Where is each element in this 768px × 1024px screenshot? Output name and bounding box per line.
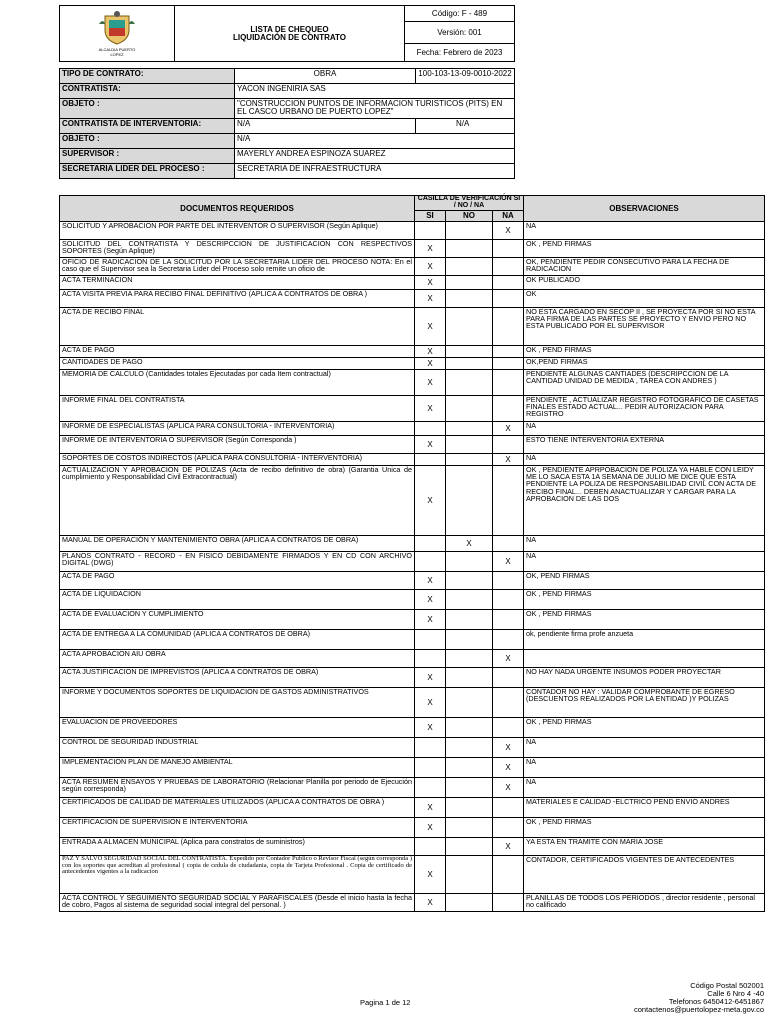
row-observation: CONTADOR, CERTIFICADOS VIGENTES DE ANTECEDENTES	[524, 856, 765, 894]
row-document: OFICIO DE RADICACION DE LA SOLICITUD POR LA SECRETARIA LIDER DEL PROCESO NOTA: En el caso que el Supervisor sea la Secretaria Lider del Proceso solo remite un oficio de	[60, 258, 415, 276]
row-no-mark	[446, 610, 493, 630]
table-row	[60, 818, 765, 838]
row-si-mark: X	[415, 466, 446, 536]
row-si-mark	[415, 552, 446, 572]
document-header	[59, 5, 515, 62]
row-na-mark	[493, 370, 524, 396]
row-na-mark	[493, 258, 524, 276]
table-row	[60, 290, 765, 308]
row-si-mark: X	[415, 396, 446, 422]
row-si-mark	[415, 630, 446, 650]
row-si-mark: X	[415, 590, 446, 610]
row-document: SOLICITUD DEL CONTRATISTA Y DESCRIPCCION DE JUSTIFICACION CON RESPECTIVOS SOPORTES (Según Aplique)	[60, 240, 415, 258]
row-observation: OK PUBLICADO	[524, 276, 765, 290]
table-row	[60, 738, 765, 758]
row-si-mark: X	[415, 370, 446, 396]
table-row	[60, 778, 765, 798]
row-document: CONTROL DE SEGURIDAD INDUSTRIAL	[60, 738, 415, 758]
table-row	[60, 630, 765, 650]
row-no-mark	[446, 590, 493, 610]
row-no-mark	[446, 718, 493, 738]
row-observation: OK , PEND FIRMAS	[524, 590, 765, 610]
row-observation: PENDIENTE ALGUNAS CANTIADES (DESCRIPCCION DE LA CANTIDAD UNIDAD DE MEDIDA , TAREA CON ANDRES )	[524, 370, 765, 396]
row-na-mark	[493, 396, 524, 422]
row-na-mark	[493, 290, 524, 308]
row-no-mark	[446, 856, 493, 894]
row-si-mark: X	[415, 572, 446, 590]
doc-title: LISTA DE CHEQUEO	[250, 24, 329, 34]
row-document: ACTA DE LIQUIDACION	[60, 590, 415, 610]
checklist-table	[59, 195, 765, 912]
row-no-mark	[446, 688, 493, 718]
postal-code: Código Postal 502001	[690, 981, 764, 990]
objeto-label: OBJETO :	[60, 99, 235, 119]
row-na-mark: X	[493, 222, 524, 240]
row-si-mark	[415, 222, 446, 240]
row-document: ACTA DE PAGO	[60, 346, 415, 358]
row-document: INFORME DE ESPECIALISTAS (APLICA PARA CONSULTORIA - INTERVENTORIA)	[60, 422, 415, 436]
row-si-mark	[415, 536, 446, 552]
row-document: PAZ Y SALVO SEGURIDAD SOCIAL DEL CONTRATISTA. Expedido por Contador Publico o Revisor Fiscal (según corresponda ) con los soportes que acreditan al profesional ( copia de cedula de ciudadania, copia de Tarjeta Profesional . Copia de certificado de antecedentes vigentes a la radicacion	[60, 856, 415, 894]
row-si-mark: X	[415, 358, 446, 370]
row-na-mark: X	[493, 422, 524, 436]
table-row	[60, 650, 765, 668]
row-no-mark	[446, 630, 493, 650]
row-no-mark	[446, 838, 493, 856]
row-no-mark: X	[446, 536, 493, 552]
version-cell: Versión: 001	[405, 22, 515, 44]
row-document: ACTA DE RECIBO FINAL	[60, 308, 415, 346]
contract-number: 100-103-13-09-0010-2022	[416, 69, 515, 84]
phones: Telefonos 6450412-6451867	[668, 996, 764, 1006]
interventoria-extra: N/A	[416, 118, 515, 133]
table-row	[60, 668, 765, 688]
row-observation: ok, pendiente firma profe anzueta	[524, 630, 765, 650]
supervisor-label: SUPERVISOR :	[60, 148, 235, 163]
row-no-mark	[446, 650, 493, 668]
table-row	[60, 370, 765, 396]
row-no-mark	[446, 894, 493, 912]
row-na-mark	[493, 436, 524, 454]
table-row	[60, 276, 765, 290]
date-cell: Fecha: Febrero de 2023	[405, 44, 515, 62]
row-no-mark	[446, 454, 493, 466]
row-observation: OK, PENDIENTE PEDIR CONSECUTIVO PARA LA FECHA DE RADICACION	[524, 258, 765, 276]
row-si-mark: X	[415, 290, 446, 308]
col-header-verification: CASILLA DE VERIFICACIÓN SI / NO / NA	[415, 196, 524, 211]
row-no-mark	[446, 396, 493, 422]
row-no-mark	[446, 358, 493, 370]
row-observation: NA	[524, 778, 765, 798]
row-observation: YA ESTA EN TRAMITE CON MARIA JOSE	[524, 838, 765, 856]
contact-block	[634, 982, 764, 1014]
objeto-value: "CONSTRUCCION PUNTOS DE INFORMACION TURISTICOS (PITS) EN EL CASCO URBANO DE PUERTO LOPEZ"	[235, 99, 515, 119]
row-na-mark	[493, 630, 524, 650]
table-row	[60, 552, 765, 572]
row-na-mark: X	[493, 650, 524, 668]
row-observation: OK , PEND FIRMAS	[524, 346, 765, 358]
row-document: CERTIFICACION DE SUPERVISION E INTERVENTORIA	[60, 818, 415, 838]
row-si-mark: X	[415, 240, 446, 258]
table-row	[60, 240, 765, 258]
row-document: ACTA CONTROL Y SEGUIMIENTO SEGURIDAD SOCIAL Y PARAFISCALES (Desde el inicio hasta la fecha de cobro, Pagos al sistema de seguridad social integral del personal. )	[60, 894, 415, 912]
row-observation: OK,PEND FIRMAS	[524, 358, 765, 370]
row-no-mark	[446, 436, 493, 454]
row-document: INFORME DE INTERVENTORIA O SUPERVISOR (Según Corresponda )	[60, 436, 415, 454]
table-row	[60, 688, 765, 718]
row-no-mark	[446, 572, 493, 590]
row-observation: ESTO TIENE INTERVENTORIA EXTERNA	[524, 436, 765, 454]
table-row	[60, 718, 765, 738]
row-si-mark	[415, 838, 446, 856]
row-na-mark	[493, 590, 524, 610]
col-header-na: NA	[493, 211, 524, 222]
table-row	[60, 222, 765, 240]
row-document: CANTIDADES DE PAGO	[60, 358, 415, 370]
row-document: SOPORTES DE COSTOS INDIRECTOS (APLICA PARA CONSULTORIA - INTERVENTORIA)	[60, 454, 415, 466]
row-document: ACTA RESUMEN ENSAYOS Y PRUEBAS DE LABORATORIO (Relacionar Planilla por periodo de Ejecución según corresponda)	[60, 778, 415, 798]
row-document: ACTUALIZACION Y APROBACION DE POLIZAS (Acta de recibo definitivo de obra) (Garantia Unica de cumplimiento y Responsabilidad Civil Extracontractual)	[60, 466, 415, 536]
row-na-mark	[493, 572, 524, 590]
row-si-mark: X	[415, 610, 446, 630]
row-observation: NO ESTA CARGADO EN SECOP II , SE PROYECTA POR SI NO ESTA PARA FIRMA DE LAS PARTES SE PROYECTO Y ENVIO PERO NO ESTA PUBLICADO POR EL SUPERVISOR	[524, 308, 765, 346]
checklist-body	[60, 222, 765, 912]
table-row	[60, 396, 765, 422]
row-document: INFORME Y DOCUMENTOS SOPORTES DE LIQUIDACION DE GASTOS ADMINISTRATIVOS	[60, 688, 415, 718]
row-na-mark: X	[493, 454, 524, 466]
row-document: ACTA DE ENTREGA A LA COMUNIDAD (APLICA A CONTRATOS DE OBRA)	[60, 630, 415, 650]
row-observation: OK, PEND FIRMAS	[524, 572, 765, 590]
row-na-mark	[493, 688, 524, 718]
row-observation: CONTADOR NO HAY : VALIDAR COMPROBANTE DE EGRESO (DESCUENTOS REALIZADOS POR LA ENTIDAD )Y POLIZAS	[524, 688, 765, 718]
row-no-mark	[446, 738, 493, 758]
row-observation: OK , PEND FIRMAS	[524, 240, 765, 258]
row-no-mark	[446, 346, 493, 358]
secretaria-value: SECRETARIA DE INFRAESTRUCTURA	[235, 163, 515, 178]
logo-caption: ALCALDIA PUERTO LOPEZ	[98, 47, 136, 57]
table-row	[60, 590, 765, 610]
row-observation: NA	[524, 222, 765, 240]
row-no-mark	[446, 290, 493, 308]
row-na-mark	[493, 668, 524, 688]
row-observation: OK	[524, 290, 765, 308]
row-observation: NO HAY NADA URGENTE INSUMOS PODER PROYECTAR	[524, 668, 765, 688]
interventoria-label: CONTRATISTA DE INTERVENTORIA:	[60, 118, 235, 133]
row-document: MEMORIA DE CALCULO (Cantidades totales Ejecutadas por cada Item contractual)	[60, 370, 415, 396]
row-na-mark	[493, 894, 524, 912]
tipo-label: TIPO DE CONTRATO:	[60, 69, 235, 84]
table-row	[60, 466, 765, 536]
row-si-mark	[415, 422, 446, 436]
table-row	[60, 572, 765, 590]
table-row	[60, 894, 765, 912]
row-document: PLANOS CONTRATO - RECORD - EN FISICO DEBIDAMENTE FIRMADOS Y EN CD CON ARCHIVO DIGITAL (DWG)	[60, 552, 415, 572]
table-row	[60, 346, 765, 358]
table-row	[60, 838, 765, 856]
address: Calle 6 Nro 4 -40	[707, 988, 764, 998]
row-document: ENTRADA A ALMACEN MUNICIPAL (Aplica para constratos de suministros)	[60, 838, 415, 856]
table-row	[60, 798, 765, 818]
row-no-mark	[446, 466, 493, 536]
row-observation: NA	[524, 552, 765, 572]
interventoria-value: N/A	[235, 118, 416, 133]
contract-info	[59, 68, 515, 179]
row-no-mark	[446, 240, 493, 258]
row-si-mark	[415, 778, 446, 798]
row-si-mark: X	[415, 308, 446, 346]
row-document: INFORME FINAL DEL CONTRATISTA	[60, 396, 415, 422]
row-observation: OK , PENDIENTE APRPOBACION DE POLIZA YA HABLE CON LEIDY ME LO SACA ESTA 1A SEMANA DE JULIO ME DICE QUE ESTA PENDIENTE LA POLIZA DE RESPONSABILIDAD CIVIL CON ACTA DE RECIBO FINAL... DEBEN ANACTUALIZAR Y CARGAR PARA LA APROBACION DE LAS DOS	[524, 466, 765, 536]
row-si-mark: X	[415, 668, 446, 688]
row-na-mark	[493, 856, 524, 894]
col-header-observations: OBSERVACIONES	[524, 196, 765, 222]
row-observation: NA	[524, 422, 765, 436]
doc-subtitle: LIQUIDACIÓN DE CONTRATO	[232, 32, 347, 42]
tipo-value: OBRA	[235, 69, 416, 84]
secretaria-label: SECRETARIA LIDER DEL PROCESO :	[60, 163, 235, 178]
row-si-mark: X	[415, 258, 446, 276]
row-na-mark	[493, 276, 524, 290]
objeto2-label: OBJETO :	[60, 133, 235, 148]
row-no-mark	[446, 818, 493, 838]
table-row	[60, 454, 765, 466]
logo-cell	[60, 6, 175, 62]
row-si-mark: X	[415, 818, 446, 838]
contratista-value: YACON INGENIRIA SAS	[235, 84, 515, 99]
table-row	[60, 758, 765, 778]
row-document: EVALUACION DE PROVEEDORES	[60, 718, 415, 738]
row-na-mark	[493, 346, 524, 358]
contratista-label: CONTRATISTA:	[60, 84, 235, 99]
table-row	[60, 258, 765, 276]
table-row	[60, 358, 765, 370]
row-si-mark	[415, 650, 446, 668]
row-observation: MATERIALES E CALIDAD -ELCTRICO PEND ENVIO ANDRES	[524, 798, 765, 818]
email-link[interactable]: contactenos@puertolopez-meta.gov.co	[633, 1004, 764, 1014]
row-document: ACTA VISITA PREVIA PARA RECIBO FINAL DEFINITIVO (APLICA A CONTRATOS DE OBRA )	[60, 290, 415, 308]
row-observation: NA	[524, 454, 765, 466]
row-na-mark: X	[493, 838, 524, 856]
col-header-si: SI	[415, 211, 446, 222]
row-na-mark	[493, 818, 524, 838]
row-document: ACTA TERMINACION	[60, 276, 415, 290]
row-na-mark: X	[493, 738, 524, 758]
row-observation: PLANILLAS DE TODOS LOS PERIODOS , director residente , personal no calificado	[524, 894, 765, 912]
row-na-mark	[493, 536, 524, 552]
row-no-mark	[446, 798, 493, 818]
row-document: SOLICITUD Y APROBACION POR PARTE DEL INTERVENTOR O SUPERVISOR (Según Aplique)	[60, 222, 415, 240]
row-na-mark	[493, 358, 524, 370]
row-na-mark	[493, 466, 524, 536]
row-si-mark: X	[415, 894, 446, 912]
row-observation: NA	[524, 536, 765, 552]
row-si-mark: X	[415, 718, 446, 738]
row-document: CERTIFICADOS DE CALIDAD DE MATERIALES UTILIZADOS (APLICA A CONTRATOS DE OBRA )	[60, 798, 415, 818]
row-si-mark	[415, 454, 446, 466]
row-si-mark: X	[415, 798, 446, 818]
row-observation: NA	[524, 738, 765, 758]
row-no-mark	[446, 778, 493, 798]
row-document: ACTA APROBACION AIU OBRA	[60, 650, 415, 668]
page-number: Pagina 1 de 12	[360, 998, 411, 1007]
row-na-mark: X	[493, 758, 524, 778]
row-na-mark	[493, 240, 524, 258]
table-row	[60, 422, 765, 436]
row-no-mark	[446, 552, 493, 572]
row-document: ACTA DE PAGO	[60, 572, 415, 590]
supervisor-value: MAYERLY ANDREA ESPINOZA SUAREZ	[235, 148, 515, 163]
row-no-mark	[446, 758, 493, 778]
row-observation: OK , PEND FIRMAS	[524, 818, 765, 838]
row-observation: OK , PEND FIRMAS	[524, 718, 765, 738]
table-row	[60, 856, 765, 894]
row-document: IMPLEMENTACION PLAN DE MANEJO AMBIENTAL	[60, 758, 415, 778]
row-no-mark	[446, 370, 493, 396]
objeto2-value: N/A	[235, 133, 515, 148]
title-cell	[175, 6, 405, 62]
row-na-mark	[493, 718, 524, 738]
row-na-mark	[493, 798, 524, 818]
row-observation: PENDIENTE , ACTUALIZAR REGISTRO FOTOGRAFICO DE CASETAS FINALES ESTADO ACTUAL... PEDIR AUTORIZACION PARA REGISTRO	[524, 396, 765, 422]
row-na-mark	[493, 610, 524, 630]
col-header-documents: DOCUMENTOS REQUERIDOS	[60, 196, 415, 222]
row-no-mark	[446, 308, 493, 346]
row-si-mark: X	[415, 436, 446, 454]
table-row	[60, 610, 765, 630]
row-document: MANUAL DE OPERACIÓN Y MANTENIMIENTO OBRA (APLICA A CONTRATOS DE OBRA)	[60, 536, 415, 552]
code-cell: Código: F - 489	[405, 6, 515, 22]
row-observation	[524, 650, 765, 668]
row-na-mark: X	[493, 552, 524, 572]
row-si-mark: X	[415, 346, 446, 358]
row-no-mark	[446, 258, 493, 276]
row-si-mark: X	[415, 276, 446, 290]
table-row	[60, 308, 765, 346]
row-si-mark: X	[415, 856, 446, 894]
row-observation: NA	[524, 758, 765, 778]
row-no-mark	[446, 276, 493, 290]
row-si-mark	[415, 738, 446, 758]
row-no-mark	[446, 222, 493, 240]
row-na-mark: X	[493, 778, 524, 798]
row-observation: OK , PEND FIRMAS	[524, 610, 765, 630]
row-no-mark	[446, 668, 493, 688]
row-si-mark: X	[415, 688, 446, 718]
row-document: ACTA JUSTIFICACION DE IMPREVISTOS (APLICA A CONTRATOS DE OBRA)	[60, 668, 415, 688]
row-na-mark	[493, 308, 524, 346]
table-row	[60, 436, 765, 454]
row-no-mark	[446, 422, 493, 436]
row-si-mark	[415, 758, 446, 778]
col-header-no: NO	[446, 211, 493, 222]
row-document: ACTA DE EVALUACION Y CUMPLIMIENTO	[60, 610, 415, 630]
coat-of-arms-icon	[97, 10, 137, 46]
table-row	[60, 536, 765, 552]
